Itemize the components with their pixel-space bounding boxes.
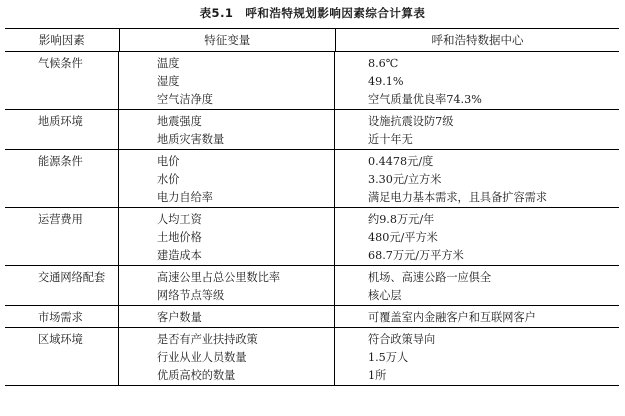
factor-name: 运营费用 xyxy=(38,213,83,226)
data-value: 68.7万元/万平方米 xyxy=(368,249,464,262)
table-row xyxy=(5,150,619,208)
data-value: 可覆盖室内金融客户和互联网客户 xyxy=(368,311,536,324)
factor-name: 能源条件 xyxy=(38,155,83,168)
factor-name: 市场需求 xyxy=(38,311,83,324)
variable-name: 人均工资 xyxy=(157,213,202,226)
table-row xyxy=(5,52,619,110)
data-value: 设施抗震设防7级 xyxy=(368,115,454,128)
variable-name: 空气洁净度 xyxy=(157,93,213,106)
data-value: 约9.8万元/年 xyxy=(368,213,435,226)
table-row xyxy=(5,208,619,266)
factor-name: 区域环境 xyxy=(38,333,83,346)
data-value: 49.1% xyxy=(368,75,404,88)
variable-name: 湿度 xyxy=(157,75,180,88)
table-header xyxy=(5,29,619,52)
table-row xyxy=(5,306,619,328)
table-row xyxy=(5,110,619,150)
data-value: 核心层 xyxy=(368,289,402,302)
data-value: 1.5万人 xyxy=(368,351,409,364)
data-value: 近十年无 xyxy=(368,133,413,146)
table-row xyxy=(5,266,619,306)
data-value: 8.6℃ xyxy=(368,57,399,70)
header-data-center: 呼和浩特数据中心 xyxy=(431,33,524,47)
variable-name: 电力自给率 xyxy=(157,191,213,204)
variable-name: 土地价格 xyxy=(157,231,202,244)
data-value: 3.30元/立方米 xyxy=(368,173,442,186)
data-value: 1所 xyxy=(368,369,387,382)
data-value: 满足电力基本需求，且具备扩容需求 xyxy=(368,191,548,204)
variable-name: 是否有产业扶持政策 xyxy=(157,333,258,346)
variable-name: 建造成本 xyxy=(157,249,202,262)
variable-name: 地质灾害数量 xyxy=(157,133,225,146)
factor-name: 交通网络配套 xyxy=(38,271,106,284)
variable-name: 优质高校的数量 xyxy=(157,369,236,382)
variable-name: 地震强度 xyxy=(157,115,202,128)
variable-name: 温度 xyxy=(157,57,180,70)
table-row xyxy=(5,328,619,385)
variable-name: 客户数量 xyxy=(157,311,202,324)
factor-table xyxy=(5,28,619,386)
variable-name: 行业从业人员数量 xyxy=(157,351,247,364)
factor-name: 气候条件 xyxy=(38,57,83,70)
data-value: 符合政策导向 xyxy=(368,333,436,346)
variable-name: 高速公里占总公里数比率 xyxy=(157,271,281,284)
variable-name: 网络节点等级 xyxy=(157,289,225,302)
header-factor: 影响因素 xyxy=(5,29,120,51)
data-value: 空气质量优良率74.3% xyxy=(368,93,482,106)
factor-name: 地质环境 xyxy=(38,115,83,128)
data-value: 机场、高速公路一应俱全 xyxy=(368,271,492,284)
data-value: 0.4478元/度 xyxy=(368,155,434,168)
header-variable: 特征变量 xyxy=(120,29,336,51)
variable-name: 水价 xyxy=(157,173,180,186)
variable-name: 电价 xyxy=(157,155,180,168)
data-value: 480元/平方米 xyxy=(368,231,438,244)
table-title: 表5.1 呼和浩特规划影响因素综合计算表 xyxy=(199,6,426,20)
